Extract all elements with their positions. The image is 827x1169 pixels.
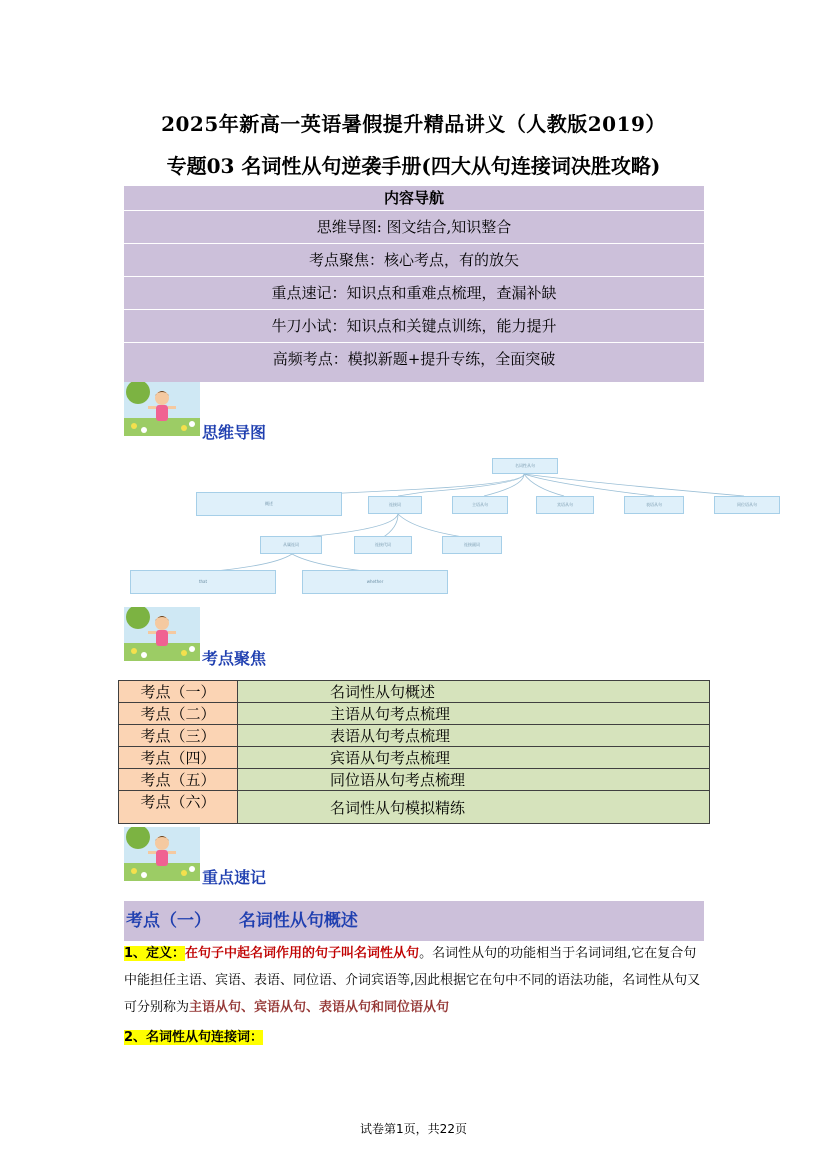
focus-key: 考点（一） <box>119 681 238 703</box>
connectives-label: 2、名词性从句连接词： <box>124 1030 264 1045</box>
focus-key: 考点（四） <box>119 747 238 769</box>
focus-value: 同位语从句考点梳理 <box>238 769 710 791</box>
document-title: 2025年新高一英语暑假提升精品讲义（人教版2019） <box>161 112 666 136</box>
focus-value: 表语从句考点梳理 <box>238 725 710 747</box>
nav-item-focus: 考点聚焦：核心考点，有的放矢 <box>124 243 704 276</box>
page-footer: 试卷第1页，共22页 <box>360 1122 467 1136</box>
nav-item-practice: 牛刀小试：知识点和关键点训练，能力提升 <box>124 309 704 342</box>
keypoint-title: 名词性从句概述 <box>238 911 358 931</box>
table-row <box>119 725 710 747</box>
section-heading-notes: 重点速记 <box>202 868 267 887</box>
definition-body: 。名词性从句的功能相当于名词词组,它在复合句中能担任主语、宾语、表语、同位语、介词宾语等,因此根据它在句中不同的语法功能，名词性从句又可分别称为 <box>124 946 701 1015</box>
focus-key: 考点（二） <box>119 703 238 725</box>
mindmap-node: 表语从句 <box>624 496 684 514</box>
focus-value: 名词性从句模拟精练 <box>238 791 710 824</box>
mindmap-node: 主语从句 <box>452 496 508 514</box>
focus-value: 主语从句考点梳理 <box>238 703 710 725</box>
mindmap-node: 概述 <box>196 492 342 516</box>
focus-key: 考点（六） <box>119 791 238 824</box>
focus-table <box>118 680 710 824</box>
mindmap-node: 连接副词 <box>442 536 502 554</box>
nav-item-notes: 重点速记：知识点和重难点梳理，查漏补缺 <box>124 276 704 309</box>
mindmap-node: whether <box>302 570 448 594</box>
girl-illustration <box>124 382 200 440</box>
mindmap-node: 从属连词 <box>260 536 322 554</box>
nav-header: 内容导航 <box>383 189 444 207</box>
connectives-heading <box>124 1024 704 1051</box>
mind-map-diagram <box>124 452 804 602</box>
focus-key: 考点（三） <box>119 725 238 747</box>
definition-paragraph <box>124 940 704 1021</box>
nav-item-mindmap: 思维导图: 图文结合,知识整合 <box>124 210 704 243</box>
mindmap-node: that <box>130 570 276 594</box>
mindmap-node: 连接代词 <box>354 536 412 554</box>
table-row <box>119 791 710 824</box>
girl-illustration <box>124 827 200 885</box>
table-row <box>119 681 710 703</box>
definition-highlight: 在句子中起名词作用的句子叫名词性从句 <box>185 946 420 961</box>
definition-number: 1、定义： <box>124 946 186 961</box>
keypoint-bar <box>124 901 704 941</box>
table-row <box>119 703 710 725</box>
keypoint-label: 考点（一） <box>126 911 211 931</box>
table-row <box>119 769 710 791</box>
section-heading-focus: 考点聚焦 <box>202 649 267 668</box>
document-subtitle: 专题03 名词性从句逆袭手册(四大从句连接词决胜攻略) <box>166 154 661 178</box>
mindmap-node: 宾语从句 <box>536 496 594 514</box>
mindmap-root-node: 名词性从句 <box>492 458 558 474</box>
focus-key: 考点（五） <box>119 769 238 791</box>
section-heading-mindmap: 思维导图 <box>202 423 267 442</box>
girl-illustration <box>124 607 200 665</box>
content-navigation-box <box>124 186 704 382</box>
focus-value: 宾语从句考点梳理 <box>238 747 710 769</box>
mindmap-node: 连接词 <box>368 496 422 514</box>
mindmap-node: 同位语从句 <box>714 496 780 514</box>
focus-value: 名词性从句概述 <box>238 681 710 703</box>
nav-item-highfreq: 高频考点：模拟新题+提升专练，全面突破 <box>124 342 704 375</box>
definition-clause-types: 主语从句、宾语从句、表语从句和同位语从句 <box>189 1000 450 1015</box>
table-row <box>119 747 710 769</box>
